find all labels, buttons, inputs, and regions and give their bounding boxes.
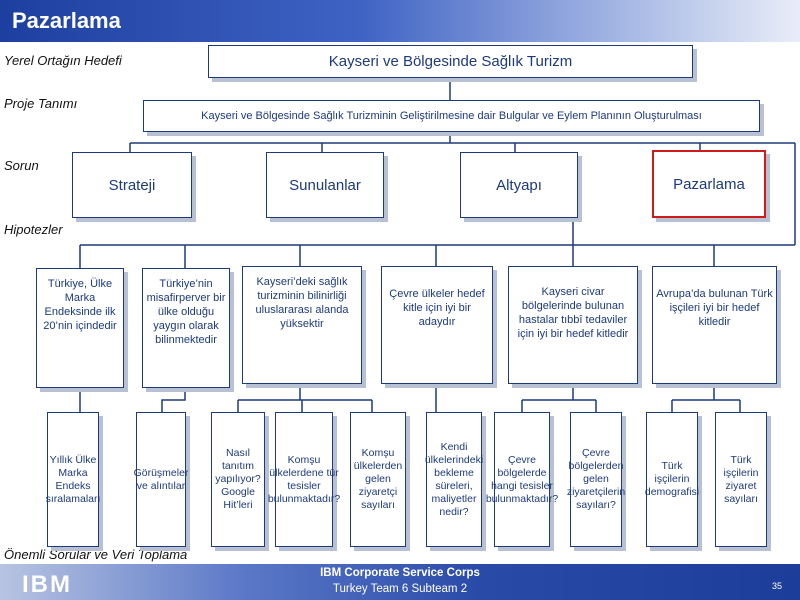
hypothesis-box: [508, 266, 638, 384]
project-box: [143, 100, 760, 132]
hypothesis-text: Kayseri civar bölgelerinde bulunan hastalar tıbbî tedaviler için iyi bir hedef kitledir: [517, 286, 629, 340]
connector-h6-q: [672, 384, 740, 412]
question-text: Komşu ülkelerdene tür tesisler bulunmaktadır?: [267, 453, 341, 505]
label-hypotheses: Hipotezler: [4, 222, 63, 237]
question-text: Türk işçilerin demografisi: [644, 460, 700, 498]
footer-line1: IBM Corporate Service Corps: [320, 567, 480, 579]
slide-title: Pazarlama: [12, 8, 121, 33]
question-box: [350, 412, 406, 547]
hypothesis-text: Türkiye’nin misafirperver bir ülke olduğu yaygın olarak bilinmektedir: [146, 278, 226, 346]
hypothesis-box: [652, 266, 777, 384]
question-box: [566, 412, 626, 547]
question-text: Türk işçilerin ziyaret sayıları: [723, 453, 759, 505]
question-text: Görüşmeler ve alıntılar: [133, 466, 189, 492]
problem-box-infrastructure: [460, 152, 578, 218]
hypothesis-box: [142, 268, 230, 388]
hypothesis-text: Kayseri’deki sağlık turizminin bilinirliği uluslararası alanda yüksektir: [255, 276, 349, 330]
question-text: Çevre bölgelerde hangi tesisler bulunmaktadır?: [485, 453, 559, 505]
question-text: Komşu ülkelerden gelen ziyaretçi sayıları: [353, 447, 403, 511]
problem-text: Sunulanlar: [289, 176, 361, 194]
hypothesis-text: Avrupa’da bulunan Türk işçileri iyi bir hedef kitledir: [656, 288, 773, 328]
question-text: Kendi ülkelerindeki bekleme süreleri, maliyetler nedir?: [424, 440, 484, 518]
hypothesis-text: Türkiye, Ülke Marka Endeksinde ilk 20’nin içindedir: [43, 278, 117, 332]
problem-text: Pazarlama: [673, 175, 745, 193]
question-box: [646, 412, 698, 547]
question-text: Nasıl tanıtım yapılıyor? Google Hit’leri: [215, 447, 261, 511]
connector-h5-q: [522, 384, 596, 412]
label-questions: Önemli Sorular ve Veri Toplama: [4, 547, 188, 562]
hypothesis-box: [381, 266, 493, 384]
problem-box-strategy: [72, 152, 192, 218]
question-text: Yıllık Ülke Marka Endeks sıralamaları: [45, 453, 101, 505]
label-project: Proje Tanımı: [4, 96, 78, 111]
question-box: [715, 412, 767, 547]
problem-box-offerings: [266, 152, 384, 218]
question-text: Çevre bölgelerden gelen ziyaretçilerin sayıları?: [566, 447, 626, 511]
problem-box-marketing-selected: [652, 150, 766, 218]
ibm-logo: IBM: [22, 571, 72, 598]
question-box: [133, 412, 189, 547]
question-box: [211, 412, 265, 547]
connector-h3-q: [238, 384, 372, 412]
question-box: [47, 412, 99, 547]
slide-footer: [0, 564, 800, 600]
connector-h2-q: [162, 388, 185, 412]
label-goal: Yerel Ortağın Hedefi: [4, 53, 122, 68]
question-box: [485, 412, 559, 547]
project-text: Kayseri ve Bölgesinde Sağlık Turizminin Geliştirilmesine dair Bulgular ve Eylem Planının Oluşturulması: [201, 110, 702, 122]
goal-box: [208, 45, 693, 78]
question-box: [267, 412, 341, 547]
question-box: [426, 412, 482, 547]
problem-text: Strateji: [108, 176, 156, 194]
label-problem: Sorun: [4, 158, 39, 173]
hypothesis-box: [36, 268, 124, 388]
footer-line2: Turkey Team 6 Subteam 2: [332, 583, 468, 595]
page-number: 35: [772, 581, 783, 591]
goal-text: Kayseri ve Bölgesinde Sağlık Turizm: [328, 53, 573, 70]
hypothesis-box: [242, 266, 362, 384]
hypothesis-text: Çevre ülkeler hedef kitle için iyi bir adaydır: [389, 288, 485, 328]
problem-text: Altyapı: [496, 176, 542, 194]
